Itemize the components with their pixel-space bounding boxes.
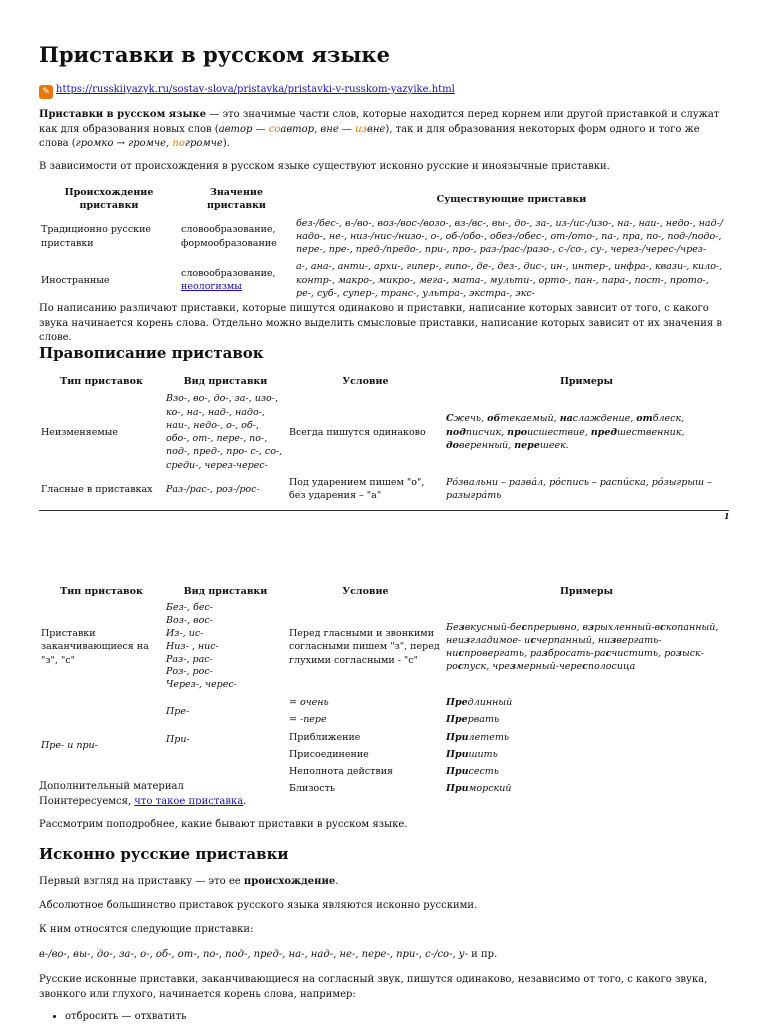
page-divider xyxy=(39,510,729,511)
what-is-prefix-link[interactable]: что такое приставка xyxy=(134,795,244,807)
consider-paragraph: Рассмотрим поподробнее, какие бывают приставки в русском языке. xyxy=(39,819,408,830)
list-item: • отбросить — отхватить xyxy=(65,1010,729,1024)
page-title: Приставки в русском языке xyxy=(39,42,390,67)
source-link[interactable]: https://russkiiyazyk.ru/sostav-slova/pristavka/pristavki-v-russkom-yazyike.html xyxy=(56,84,455,95)
table-row: Присоединение Пришить xyxy=(289,748,498,760)
table-header-row: Происхождение приставки Значение приставки Существующие приставки xyxy=(64,187,587,212)
native-p2: Абсолютное большинство приставок русского языка являются исконно русскими. xyxy=(39,900,478,911)
table-row: Приставки заканчивающиеся на "з", "с" Без-, бес- Воз-, вос- Из-, ис- Низ- , нис- Раз-, рас- Роз-, рос- Через-, черес- Перед гласными и звонкими согласными пишем "з", перед глухими согласными - "с" Безвкусный-беспрерывно, взрыхленный-вскопанный, неизгладимое- исчерпанный, низвергать-ниспровергать, разбросать-расчистить, розыск-роспуск, чрезмерный-чересполосица xyxy=(39,600,729,694)
table-row: Неполнота действия Присесть xyxy=(289,766,499,778)
page-number: 1 xyxy=(724,511,730,521)
examples-cell: Сжечь, обтекаемый, наслаждение, отблеск, подписчик, происшествие, предшественник, доверенный, перешеек. xyxy=(446,413,685,451)
table-row: Пре- и при- Пре- = очень Предлинный xyxy=(41,696,513,752)
table-row: Традиционно русские приставки словообразование, формообразование без-/бес-, в-/во-, воз-/вос-/возо-, вз-/вс-, вы-, до-, за-, из-/ис-/изо-, на-, наи-, недо-, над-/надо-, не-, низ-/нис-/низо-, о-, об-/обо-, обез-/обес-, от-/ото-, па-, пра, по-, под-/подо-, пере-, пре-, пред-/предо-, при-, про-, раз-/рас-/разо-, с-/со-, су-, через-/черес-/чрез- xyxy=(41,217,723,256)
table-header-row: Тип приставок Вид приставки Условие Примеры xyxy=(60,586,614,597)
spelling-table xyxy=(39,373,729,505)
example-list xyxy=(39,1010,729,1024)
table-row: Гласные в приставках Раз-/рас-, роз-/рос- Под ударением пишем "о", без ударения – "а" Ро́звальни – разва́л, ро́спись – распи́ска, ро́зыгрыш – разыгра́ть xyxy=(41,477,712,502)
table-header-row: Тип приставок Вид приставки Условие Примеры xyxy=(60,376,614,387)
table-row: Близость Приморский xyxy=(289,783,512,795)
table-row: Иностранные словообразование, неологизмы а-, ана-, анти-, архи-, гипер-, гипо-, де-, дез-, дис-, ин-, интер-, инфра-, квази-, кило-, контр-, макро-, микро-, мега-, мата-, мульти-, орто-, пан-, пара-, пост-, прото-, ре-, суб-, супер-, транс-, ультра-, экстра-, экс- xyxy=(41,261,723,300)
native-p5: Русские исконные приставки, заканчивающиеся на согласный звук, пишутся одинаково, независимо от того, с какого звука, звонкого или глухого, начинается корень слова, например: xyxy=(39,974,708,1000)
examples-cell: Безвкусный-беспрерывно, взрыхленный-вскопанный, неизгладимое- исчерпанный, низвергать-ниспровергать, разбросать-расчистить, розыск-роспуск, чрезмерный-чересполосица xyxy=(446,621,719,673)
section-heading-native: Исконно русские приставки xyxy=(39,845,289,863)
native-p1: Первый взгляд на приставку — это ее происхождение. xyxy=(39,876,339,887)
origin-table xyxy=(39,184,729,302)
extra-material: Дополнительный материал Поинтересуемся, что такое приставка. xyxy=(39,781,247,807)
spelling-paragraph: По написанию различают приставки, которые пишутся одинаково и приставки, написание которых зависит от того, с какого звука начинается корень слова. Отдельно можно выделить смысловые приставки, написание которых зависит от их значения в слове. xyxy=(39,303,723,343)
intro-paragraph: Приставки в русском языке — это значимые части слов, которые находится перед корнем или другой приставкой и служат как для образования новых слов (автор — соавтор, вне — извне), так и для образования некоторых форм одного и того же слова (громко → громче, погромче). xyxy=(39,109,720,149)
native-p3: К ним относятся следующие приставки: xyxy=(39,924,254,935)
native-prefix-list: в-/во-, вы-, до-, за-, о-, об-, от-, по-, под-, пред-, на-, над-, не-, пере-, при-, с-/со-, у- и пр. xyxy=(39,949,498,960)
origin-paragraph: В зависимости от происхождения в русском языке существуют исконно русские и иноязычные приставки. xyxy=(39,161,610,172)
section-heading-spelling: Правописание приставок xyxy=(39,344,264,362)
site-logo-icon: ✎ xyxy=(39,85,53,99)
source-link-line xyxy=(39,83,729,99)
intro-term: Приставки в русском языке xyxy=(39,109,207,120)
table-row: При- Приближение Прилететь xyxy=(166,731,510,745)
table-row: = -пере Прервать xyxy=(289,714,500,726)
neologisms-link[interactable]: неологизмы xyxy=(181,281,242,293)
spelling-table-continued xyxy=(39,583,729,798)
table-row: Неизменяемые Взо-, во-, до-, за-, изо-, ко-, на-, над-, надо-, наи-, недо-, о-, об-, обо-, от-, пере-, по-, под-, пред-, про- с-, со-, среди-, через-черес- Всегда пишутся одинаково Сжечь, обтекаемый, наслаждение, отблеск, подписчик, происшествие, предшественник, доверенный, перешеек. xyxy=(39,390,729,474)
